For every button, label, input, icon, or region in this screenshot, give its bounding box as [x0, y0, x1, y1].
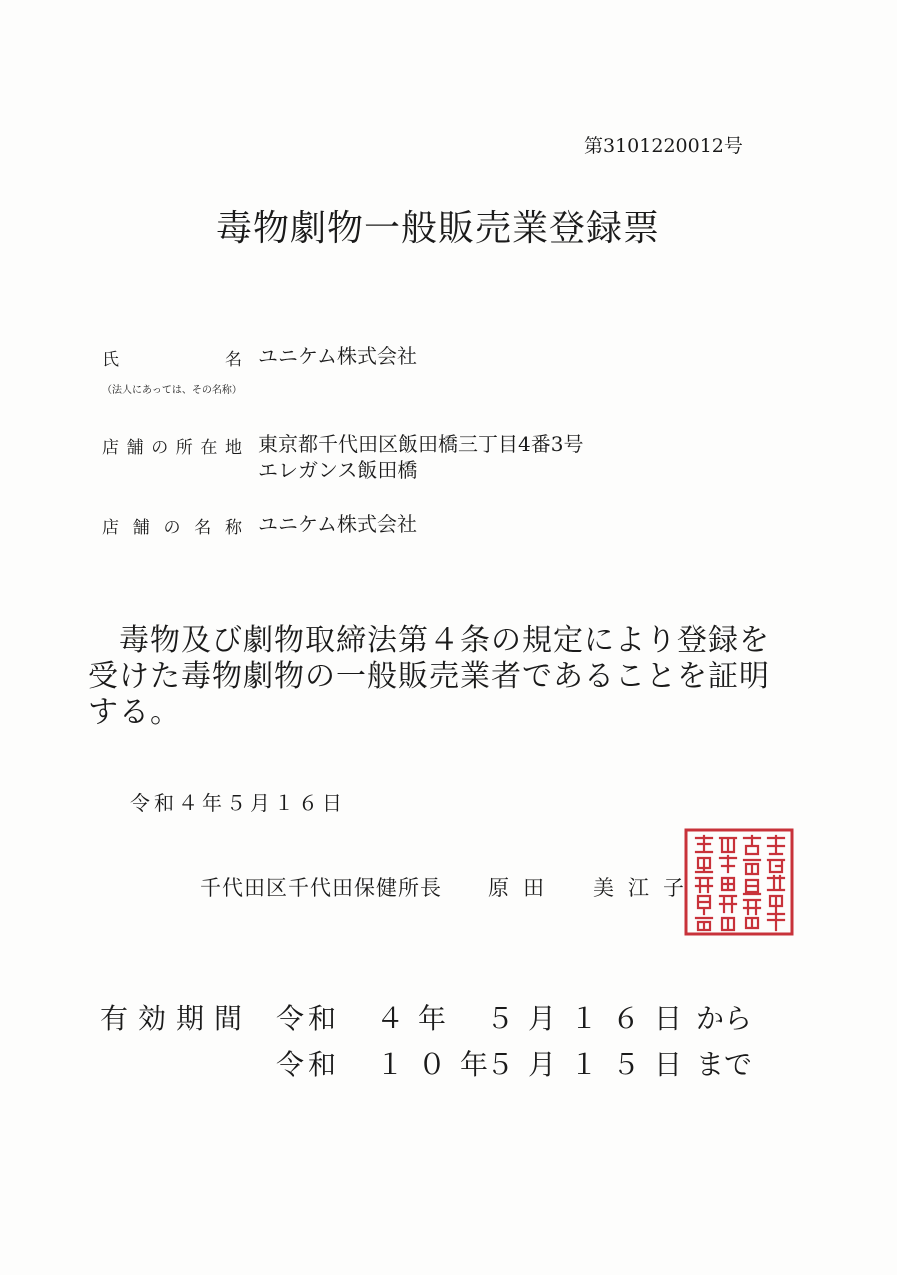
issuer — [200, 872, 698, 902]
field-store-name-label — [102, 513, 242, 538]
field-name-label — [102, 345, 242, 370]
field-location-value — [258, 431, 583, 483]
label-char: 名 — [194, 518, 212, 538]
validity-from-year: ４年 — [376, 1002, 461, 1035]
certification-statement — [88, 623, 808, 731]
label-char: の — [151, 438, 169, 458]
label-char: 舗 — [132, 518, 150, 538]
certification-line: 受けた毒物劇物の一般販売業者であることを証明 — [88, 659, 770, 694]
label-char: 所 — [175, 438, 193, 458]
label-char: 店 — [102, 438, 119, 458]
validity-from — [100, 997, 752, 1037]
certification-line: する。 — [88, 695, 181, 730]
issuer-name: 原田 美江子 — [488, 876, 698, 900]
field-name-value: ユニケム株式会社 — [258, 344, 417, 368]
validity-label: 有効期間 — [100, 1002, 253, 1035]
label-char: 舗 — [126, 438, 144, 458]
certification-line: 毒物及び劇物取締法第４条の規定により登録を — [88, 623, 770, 658]
field-location-address: 東京都千代田区飯田橋三丁目4番3号 — [258, 432, 584, 456]
field-store-name-value: ユニケム株式会社 — [258, 512, 417, 536]
registration-number: 第3101220012号 — [584, 135, 743, 157]
validity-to-date: ５月１５日 — [486, 1048, 697, 1081]
label-char: 在 — [200, 438, 218, 458]
field-location-building: エレガンス飯田橋 — [258, 458, 418, 482]
validity-from-suffix: から — [696, 1002, 753, 1035]
label-char: の — [163, 518, 181, 538]
issue-date: 令和４年５月１６日 — [130, 791, 346, 815]
validity-to-suffix: まで — [696, 1048, 753, 1081]
validity-from-era: 令和 — [276, 1002, 341, 1035]
field-name-label-right: 名 — [225, 350, 242, 370]
field-location-label — [102, 433, 242, 458]
label-char: 地 — [224, 438, 242, 458]
issuer-title: 千代田区千代田保健所長 — [200, 876, 442, 900]
official-seal-icon — [684, 828, 794, 936]
field-name-label-left: 氏 — [102, 350, 119, 370]
validity-to — [100, 1043, 752, 1083]
label-char: 称 — [225, 518, 242, 538]
label-char: 店 — [102, 518, 119, 538]
field-name-note: （法人にあっては、その名称） — [102, 385, 242, 396]
validity-from-date: ５月１６日 — [486, 1002, 697, 1035]
validity-to-era: 令和 — [276, 1048, 341, 1081]
document-title: 毒物劇物一般販売業登録票 — [216, 208, 661, 249]
validity-to-year: １０年 — [376, 1048, 503, 1081]
